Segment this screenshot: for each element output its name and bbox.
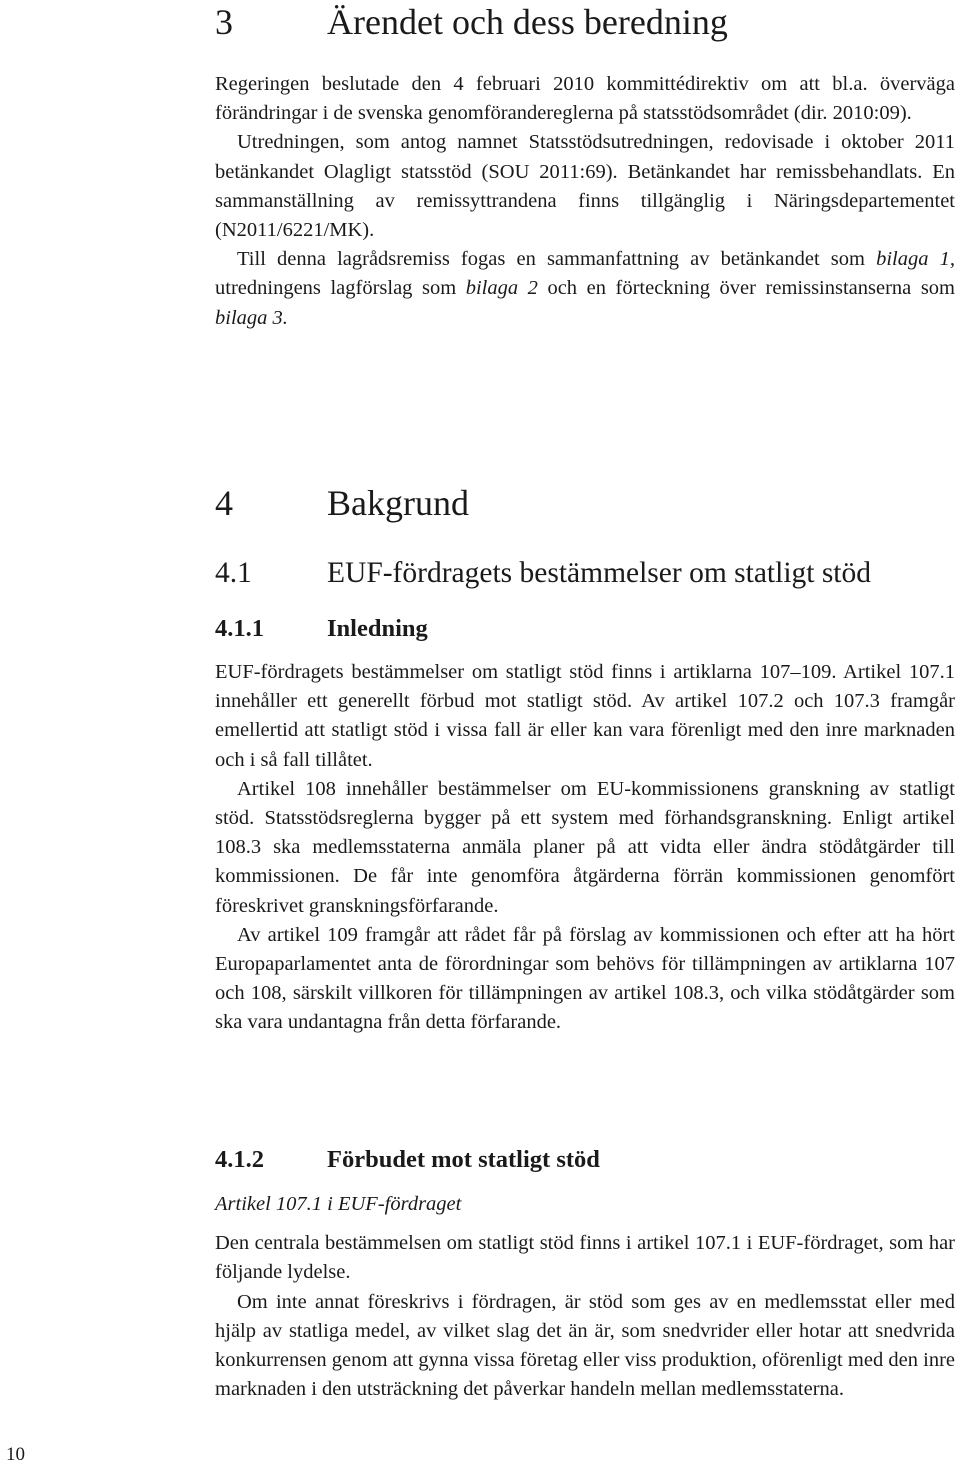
section-4-1-heading (215, 556, 871, 590)
paragraph: Artikel 108 innehåller bestämmelser om EU-kommissionens granskning av statligt stöd. Statsstödsreglerna bygger på ett system med förhandsgranskning. Enligt artikel 108.3 ska medlemsstaterna anmäla planer på att vidta eller ändra stödåtgärder till kommissionen. De får inte genomföra åtgärderna förrän kommissionen genomfört föreskrivet granskningsförfarande. (215, 777, 955, 917)
chapter-4-heading (215, 483, 469, 523)
paragraph: Regeringen beslutade den 4 februari 2010 kommittédirektiv om att bl.a. överväga förändringar i de svenska genomförandereglerna på statsstödsområdet (dir. 2010:09). (215, 73, 955, 125)
chapter-3-heading (215, 2, 955, 42)
chapter-number: 4 (215, 483, 233, 523)
text-run: utredningens lagförslag som (215, 277, 466, 300)
section-title: EUF-fördragets bestämmelser om statligt stöd (327, 557, 872, 589)
section-4-1-1-body (215, 658, 955, 1038)
italic-run: bilaga 2 (465, 277, 538, 300)
paragraph: Om inte annat föreskrivs i fördragen, är stöd som ges av en medlemsstat eller med hjälp av statliga medel, av vilket slag det än är, som snedvrider eller hotar att snedvrida konkurrensen genom att gynna vissa företag eller viss produktion, oförenligt med den inre marknaden i den utsträckning det påverkar handeln mellan medlemsstaterna. (215, 1290, 955, 1401)
section-number: 4.1.2 (215, 1146, 264, 1173)
chapter-title: Bakgrund (327, 483, 469, 523)
section-number: 4.1 (215, 557, 252, 589)
chapter-title: Ärendet och dess beredning (327, 2, 728, 42)
section-4-1-1-heading (215, 614, 428, 644)
paragraph: Den centrala bestämmelsen om statligt stöd finns i artikel 107.1 i EUF-fördraget, som har följande lydelse. (215, 1232, 955, 1284)
italic-run: bilaga 3. (215, 306, 288, 329)
section-4-1-2-heading (215, 1145, 600, 1175)
page-number: 10 (6, 1444, 25, 1465)
paragraph: Av artikel 109 framgår att rådet får på förslag av kommissionen och efter att ha hört Europaparlamentet anta de förordningar som behövs för tillämpningen av artiklarna 107 och 108, särskilt villkoren för tillämpningen av artikel 108.3, och vilka stödåtgärder som ska vara undantagna från detta förfarande. (215, 923, 955, 1034)
chapter-number: 3 (215, 2, 233, 42)
section-number: 4.1.1 (215, 615, 264, 642)
italic-run: bilaga 1, (876, 248, 955, 271)
paragraph (215, 245, 955, 333)
section-title: Inledning (327, 615, 428, 642)
subheading: Artikel 107.1 i EUF-fördraget (215, 1193, 462, 1215)
page-content (215, 0, 955, 1401)
section-4-1-2-body (215, 1190, 955, 1404)
paragraph: EUF-fördragets bestämmelser om statligt stöd finns i artiklarna 107–109. Artikel 107.1 innehåller ett generellt förbud mot statligt stöd. Av artikel 107.2 och 107.3 framgår emellertid att statligt stöd i vissa fall är eller kan vara förenligt med den inre marknaden och i så fall tillåtet. (215, 661, 955, 771)
text-run: och en förteckning över remissinstanserna som (537, 277, 955, 300)
section-title: Förbudet mot statligt stöd (327, 1146, 600, 1173)
text-run: Till denna lagrådsremiss fogas en sammanfattning av betänkandet som (237, 248, 877, 271)
paragraph: Utredningen, som antog namnet Statsstödsutredningen, redovisade i oktober 2011 betänkandet Olagligt statsstöd (SOU 2011:69). Betänkandet har remissbehandlats. En sammanställning av remissyttrandena finns tillgänglig i Näringsdepartementet (N2011/6221/MK). (215, 131, 955, 242)
